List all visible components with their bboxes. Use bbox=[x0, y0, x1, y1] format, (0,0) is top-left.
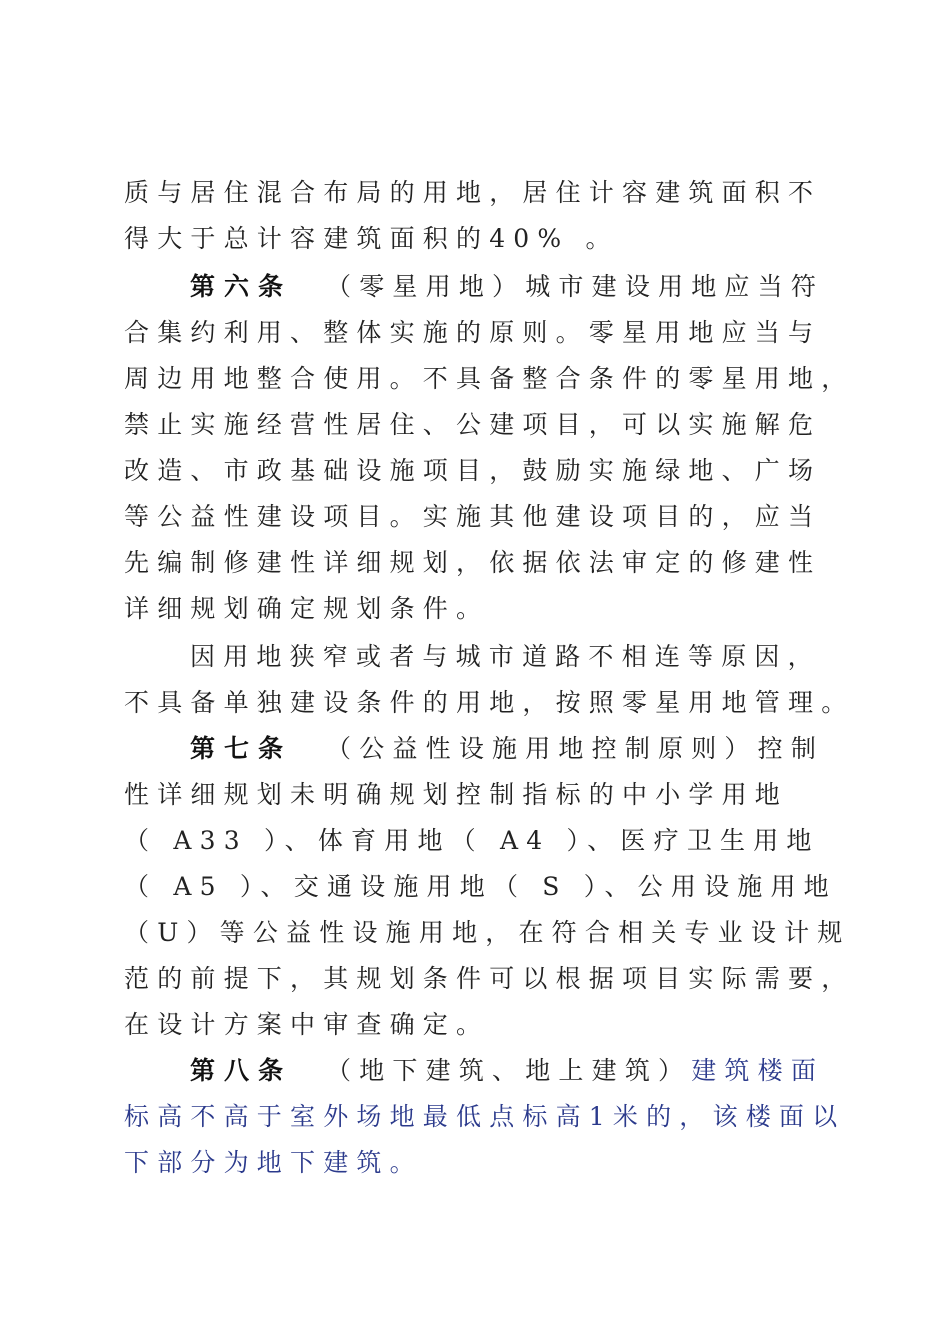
line-text-blue: 下部分为地下建筑。 bbox=[124, 1148, 423, 1177]
text-line bbox=[124, 910, 850, 956]
line-text: 周边用地整合使用。不具备整合条件的零星用地， bbox=[124, 364, 855, 393]
text-line bbox=[124, 310, 821, 356]
line-text: 详细规划确定规划条件。 bbox=[124, 594, 490, 623]
line-text: （ A5 ）、交通设施用地（ S ）、公用设施用地 bbox=[124, 872, 837, 901]
text-line bbox=[124, 864, 837, 910]
text-line bbox=[124, 494, 821, 540]
text-line bbox=[190, 634, 821, 680]
line-text: 合集约利用、整体实施的原则。零星用地应当与 bbox=[124, 318, 822, 347]
line-text: 等公益性建设项目。实施其他建设项目的，应当 bbox=[124, 502, 822, 531]
text-line bbox=[124, 216, 619, 262]
article-6-heading: 第六条 bbox=[190, 272, 293, 301]
line-text: 在设计方案中审查确定。 bbox=[124, 1010, 490, 1039]
article-7-heading-line bbox=[190, 726, 824, 772]
text-line bbox=[124, 1094, 845, 1140]
text-line bbox=[124, 170, 821, 216]
text-line bbox=[124, 540, 821, 586]
line-text: 质与居住混合布局的用地，居住计容建筑面积不 bbox=[124, 178, 822, 207]
line-text: 禁止实施经营性居住、公建项目，可以实施解危 bbox=[124, 410, 822, 439]
line-text: （ A33 ）、体育用地（ A4 ）、医疗卫生用地 bbox=[124, 826, 820, 855]
text-line bbox=[124, 1002, 489, 1048]
text-line bbox=[124, 356, 854, 402]
line-text: 因用地狭窄或者与城市道路不相连等原因， bbox=[190, 642, 821, 671]
text-line bbox=[124, 772, 788, 818]
line-text: 改造、市政基础设施项目，鼓励实施绿地、广场 bbox=[124, 456, 822, 485]
line-text-blue: 建筑楼面 bbox=[691, 1056, 825, 1085]
text-line bbox=[124, 586, 489, 632]
text-line bbox=[124, 1140, 423, 1186]
line-text: （地下建筑、地上建筑） bbox=[326, 1056, 692, 1085]
text-line bbox=[124, 818, 820, 864]
line-text: （U）等公益性设施用地，在符合相关专业设计规 bbox=[124, 918, 851, 947]
line-text: 先编制修建性详细规划，依据依法审定的修建性 bbox=[124, 548, 822, 577]
article-6-heading-line bbox=[190, 264, 824, 310]
text-line bbox=[124, 680, 854, 726]
line-text: 不具备单独建设条件的用地，按照零星用地管理。 bbox=[124, 688, 855, 717]
line-text: 得大于总计容建筑面积的40% 。 bbox=[124, 224, 619, 253]
text-line bbox=[124, 402, 821, 448]
text-line bbox=[124, 956, 854, 1002]
line-text: 范的前提下，其规划条件可以根据项目实际需要， bbox=[124, 964, 855, 993]
line-text-blue: 标高不高于室外场地最低点标高1米的，该楼面以 bbox=[124, 1102, 846, 1131]
article-8-heading: 第八条 bbox=[190, 1056, 293, 1085]
article-8-heading-line bbox=[190, 1048, 824, 1094]
article-7-heading: 第七条 bbox=[190, 734, 293, 763]
text-line bbox=[124, 448, 821, 494]
line-text: （零星用地）城市建设用地应当符 bbox=[326, 272, 825, 301]
line-text: （公益性设施用地控制原则）控制 bbox=[326, 734, 825, 763]
line-text: 性详细规划未明确规划控制指标的中小学用地 bbox=[124, 780, 789, 809]
